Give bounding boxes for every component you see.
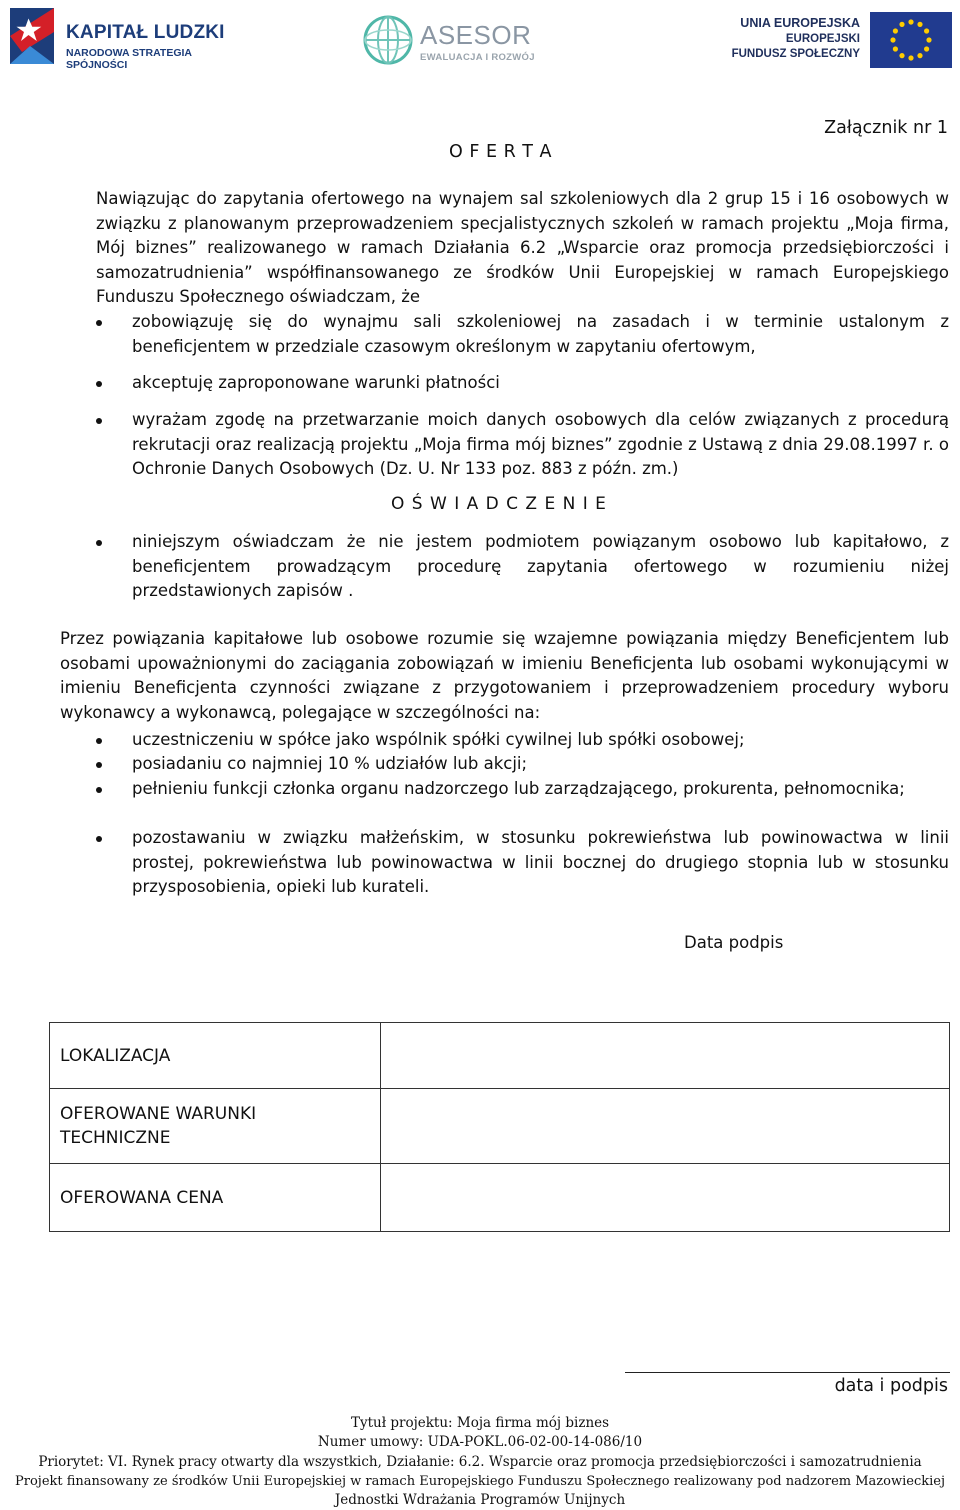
bullet-icon	[96, 762, 102, 768]
footer	[0, 1414, 960, 1510]
table-label-technical: OFEROWANE WARUNKI TECHNICZNE	[50, 1089, 381, 1164]
eu-line1: UNIA EUROPEJSKA	[740, 16, 860, 30]
bullet-icon	[96, 836, 102, 842]
bullet-icon	[96, 787, 102, 793]
declaration-text: wyrażam zgodę na przetwarzanie moich danych osobowych dla celów związanych z procedurą rekrutacji oraz realizacją projektu „Moja firma mój biznes” zgodnie z Ustawą z dnia 29.08.1997 r. o Ochronie Danych Osobowych (Dz. U. Nr 133 poz. 883 z późn. zm.)	[132, 410, 949, 478]
annex-label: Załącznik nr 1	[824, 118, 948, 138]
table-value-location[interactable]	[381, 1023, 950, 1089]
asesor-title: ASESOR	[420, 20, 532, 50]
footer-priority: Priorytet: VI. Rynek pracy otwarty dla wszystkich, Działanie: 6.2. Wsparcie oraz promocja przedsiębiorczości i samozatrudnienia	[38, 1453, 922, 1470]
capital-item-text: uczestniczeniu w spółce jako wspólnik spółki cywilnej lub spółki osobowej;	[132, 730, 745, 749]
declaration-text: zobowiązuję się do wynajmu sali szkoleniowej na zasadach i w terminie ustalonym z beneficjentem w przedziale czasowym określonym w zapytaniu ofertowym,	[132, 312, 949, 356]
capital-item	[96, 728, 949, 754]
table-value-price[interactable]	[381, 1164, 950, 1232]
table-row	[50, 1089, 950, 1164]
bullet-icon	[96, 320, 102, 326]
footer-agency: Jednostki Wdrażania Programów Unijnych	[334, 1492, 626, 1509]
bullet-icon	[96, 540, 102, 546]
eu-line2: EUROPEJSKI	[785, 33, 860, 45]
signature-label: data i podpis	[834, 1376, 948, 1396]
table-value-technical[interactable]	[381, 1089, 950, 1164]
footer-contract-number: Numer umowy: UDA-POKL.06-02-00-14-086/10	[317, 1434, 643, 1451]
signature-line	[625, 1372, 950, 1373]
footer-funding: Projekt finansowany ze środków Unii Europejskiej w ramach Europejskiego Funduszu Społecznego realizowany pod nadzorem Mazowieckiej	[15, 1473, 945, 1489]
footer-project-title: Tytuł projektu: Moja firma mój biznes	[350, 1415, 610, 1431]
kapital-ludzki-logo	[8, 6, 238, 70]
declaration-text: akceptuję zaproponowane warunki płatności	[132, 373, 500, 392]
capital-item	[96, 777, 949, 827]
declaration-item	[96, 371, 949, 397]
capital-item-text: posiadaniu co najmniej 10 % udziałów lub akcji;	[132, 754, 528, 773]
table-label-price: OFEROWANA CENA	[50, 1164, 381, 1232]
kapital-ludzki-emblem	[8, 6, 58, 68]
bullet-icon	[96, 418, 102, 424]
date-sign-label: Data podpis	[684, 933, 784, 952]
asesor-globe-icon	[362, 14, 414, 66]
kapital-ludzki-subtitle: NARODOWA STRATEGIA SPÓJNOŚCI	[66, 47, 192, 71]
statement-title: O Ś W I A D C Z E N I E	[391, 494, 607, 514]
declaration-item	[96, 408, 949, 483]
statement-text: niniejszym oświadczam że nie jestem podmiotem powiązanym osobowo lub kapitałowo, z beneficjentem prowadzącym procedurę zapytania ofertowego w rozumieniu niżej przedstawionych zapisów .	[132, 532, 949, 600]
capital-item-text: pełnieniu funkcji członka organu nadzorczego lub zarządzającego, prokurenta, pełnomocnika;	[132, 779, 905, 798]
offer-title: O F E R T A	[449, 142, 553, 162]
statement-item	[96, 530, 949, 605]
declaration-item	[96, 310, 949, 360]
capital-item	[96, 752, 949, 778]
kapital-ludzki-title: KAPITAŁ LUDZKI	[66, 22, 225, 43]
offer-table	[49, 1022, 950, 1232]
asesor-logo	[362, 10, 542, 70]
eu-logo	[731, 10, 952, 70]
eu-line3: FUNDUSZ SPOŁECZNY	[731, 48, 860, 60]
capital-item	[96, 826, 949, 901]
capital-ties-paragraph: Przez powiązania kapitałowe lub osobowe rozumie się wzajemne powiązania między Beneficjentem lub osobami upoważnionymi do zaciągania zobowiązań w imieniu Beneficjenta lub osobami wykonującymi w imieniu Beneficjenta czynności związane z przygotowaniem i przeprowadzeniem procedury wyboru wykonawcy a wykonawcą, polegające w szczególności na:	[60, 629, 949, 723]
asesor-subtitle: EWALUACJA I ROZWÓJ	[420, 52, 535, 63]
eu-flag-icon	[870, 12, 952, 68]
capital-item-text: pozostawaniu w związku małżeńskim, w stosunku pokrewieństwa lub powinowactwa w linii prostej, pokrewieństwa lub powinowactwa w linii bocznej do drugiego stopnia lub w stosunku przysposobienia, opieki lub kurateli.	[132, 828, 949, 896]
bullet-icon	[96, 738, 102, 744]
table-row	[50, 1023, 950, 1089]
bullet-icon	[96, 381, 102, 387]
table-label-location: LOKALIZACJA	[50, 1023, 381, 1089]
intro-paragraph: Nawiązując do zapytania ofertowego na wynajem sal szkoleniowych dla 2 grup 15 i 16 osobowych w związku z planowanym przeprowadzeniem specjalistycznych szkoleń w ramach projektu „Moja firma, Mój biznes” realizowanego w ramach Działania 6.2 „Wsparcie oraz promocja przedsiębiorczości i samozatrudnienia” współfinansowanego ze środków Unii Europejskiej w ramach Europejskiego Funduszu Społecznego oświadczam, że	[96, 189, 949, 306]
table-row	[50, 1164, 950, 1232]
